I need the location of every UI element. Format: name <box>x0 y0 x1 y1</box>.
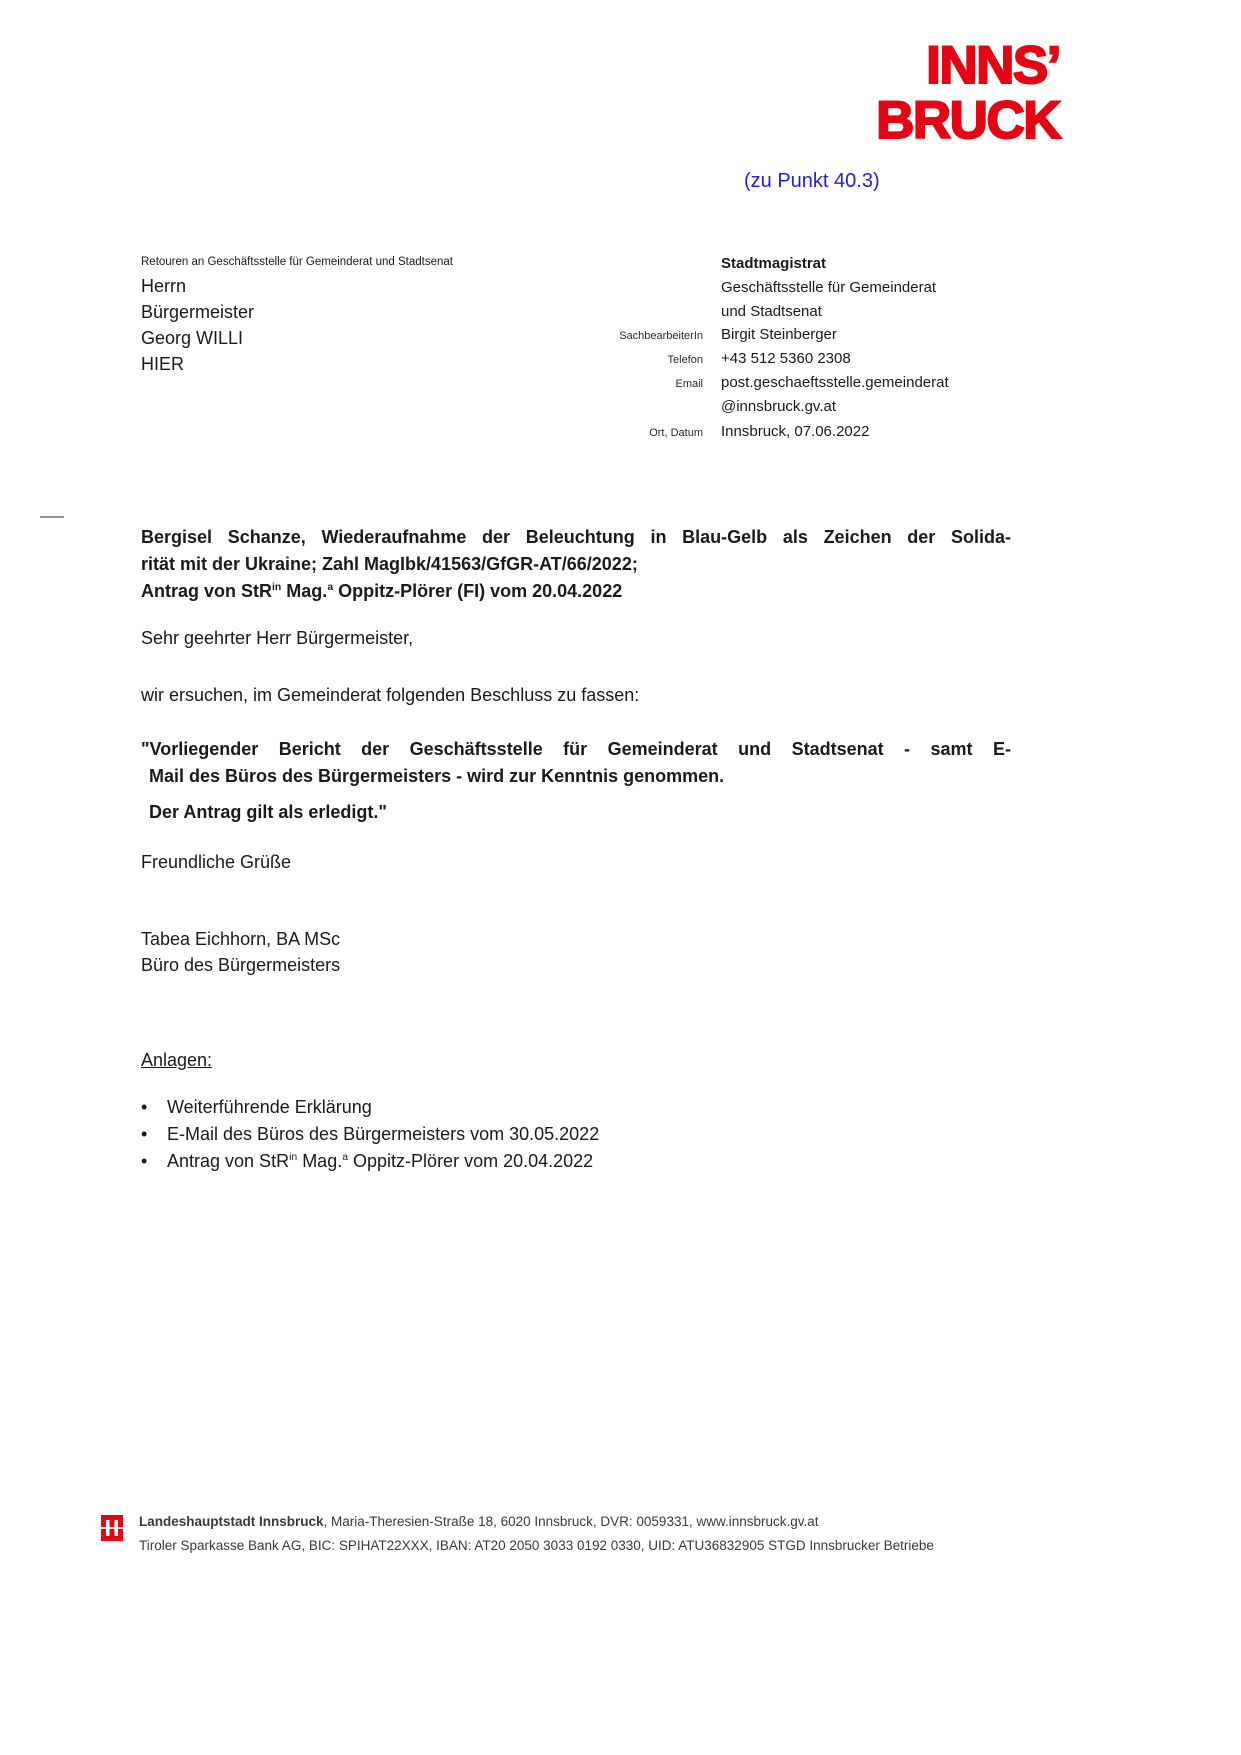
signature-name: Tabea Eichhorn, BA MSc <box>141 929 341 949</box>
superscript-in: in <box>289 1152 298 1163</box>
attachment-3-part: Mag. <box>297 1151 343 1171</box>
phone-label: Telefon <box>667 354 703 367</box>
place-date-label: Ort, Datum <box>649 426 703 439</box>
sender-org-row <box>543 255 1083 279</box>
clerk-label: SachbearbeiterIn <box>619 330 703 343</box>
footer-line-2: Tiroler Sparkasse Bank AG, BIC: SPIHAT22XXX, IBAN: AT20 2050 3033 0192 0330, UID: ATU36832905 STGD Innsbrucker Betriebe <box>139 1537 934 1553</box>
clerk-row <box>543 326 1083 350</box>
recipient-location: HIER <box>141 354 185 374</box>
subject-line-1: Bergisel Schanze, Wiederaufnahme der Beleuchtung in Blau-Gelb als Zeichen der Solida- <box>141 527 1011 547</box>
sender-org-row-2 <box>543 279 1083 303</box>
attachment-3-part: Antrag von StR <box>167 1151 290 1171</box>
attachment-1-text: • Weiterführende Erklärung <box>167 1097 372 1117</box>
resolution-paragraph <box>141 736 1011 790</box>
superscript-a: a <box>342 1152 349 1163</box>
recipient-address-block <box>141 256 453 377</box>
fold-mark <box>40 516 64 518</box>
email-row-2 <box>543 398 1083 422</box>
email-address-line2: @innsbruck.gv.at <box>721 397 836 415</box>
subject-line-3-text: Oppitz-Plörer (FI) vom 20.04.2022 <box>333 581 623 601</box>
attachment-item <box>141 1121 1011 1148</box>
innsbruck-coat-of-arms-icon <box>100 1514 124 1542</box>
footer-address: , Maria-Theresien-Straße 18, 6020 Innsbruck, DVR: 0059331, www.innsbruck.gv.at <box>323 1514 819 1529</box>
subject-line-3-text: Mag. <box>281 581 328 601</box>
subject-line-3 <box>141 578 1011 605</box>
resolution-line-2: Mail des Büros des Bürgermeisters - wird zur Kenntnis genommen. <box>149 766 725 786</box>
place-date-value: Innsbruck, 07.06.2022 <box>721 422 870 440</box>
logo-line-1: INNS’ <box>926 36 1060 95</box>
sender-info-block <box>543 255 1083 446</box>
agenda-reference-note: (zu Punkt 40.3) <box>744 170 880 192</box>
email-row <box>543 374 1083 398</box>
sender-org-row-3 <box>543 303 1083 327</box>
subject-block <box>141 524 1011 605</box>
attachment-item <box>141 1094 1011 1121</box>
footer-text <box>139 1510 934 1557</box>
clerk-name: Birgit Steinberger <box>721 326 837 344</box>
footer-city-name: Landeshauptstadt Innsbruck <box>139 1514 324 1529</box>
attachment-2-text: • E-Mail des Büros des Bürgermeisters vom 30.05.2022 <box>167 1124 600 1144</box>
innsbruck-logo <box>876 38 1060 148</box>
superscript-in: in <box>272 582 282 593</box>
closing-greeting: Freundliche Grüße <box>141 852 292 872</box>
sender-org-line2: Geschäftsstelle für Gemeinderat <box>721 278 937 296</box>
request-intro: wir ersuchen, im Gemeinderat folgenden Beschluss zu fassen: <box>141 685 640 705</box>
sender-org-line3: und Stadtsenat <box>721 302 822 320</box>
footer <box>100 1510 934 1557</box>
attachments-heading: Anlagen: <box>141 1050 213 1070</box>
logo-line-2: BRUCK <box>876 91 1060 150</box>
recipient-name: Georg WILLI <box>141 328 244 348</box>
attachment-item <box>141 1148 1011 1175</box>
subject-line-3-text: Antrag von StR <box>141 581 273 601</box>
attachment-3-text <box>167 1148 593 1175</box>
footer-line-1 <box>139 1510 934 1534</box>
signature-block <box>141 926 1011 978</box>
resolution-line-1: "Vorliegender Bericht der Geschäftsstelle für Gemeinderat und Stadtsenat - samt E- <box>141 739 1011 759</box>
place-date-row <box>543 423 1083 447</box>
phone-number: +43 512 5360 2308 <box>721 350 851 368</box>
attachment-3-part: Oppitz-Plörer vom 20.04.2022 <box>348 1151 594 1171</box>
return-address-note: Retouren an Geschäftsstelle für Gemeinderat und Stadtsenat <box>141 256 453 268</box>
attachments-list <box>141 1094 1011 1175</box>
sender-org: Stadtmagistrat <box>721 255 827 272</box>
resolution-closing-line: Der Antrag gilt als erledigt." <box>149 802 387 822</box>
phone-row <box>543 350 1083 374</box>
email-label: Email <box>675 377 703 390</box>
subject-line-2: rität mit der Ukraine; Zahl MagIbk/41563/GfGR-AT/66/2022; <box>141 554 638 574</box>
email-address-line1: post.geschaeftsstelle.gemeinderat <box>721 373 949 391</box>
recipient-salutation: Herrn <box>141 276 187 296</box>
recipient-title: Bürgermeister <box>141 302 255 322</box>
superscript-a: a <box>327 582 334 593</box>
salutation: Sehr geehrter Herr Bürgermeister, <box>141 628 414 648</box>
signature-role: Büro des Bürgermeisters <box>141 955 341 975</box>
